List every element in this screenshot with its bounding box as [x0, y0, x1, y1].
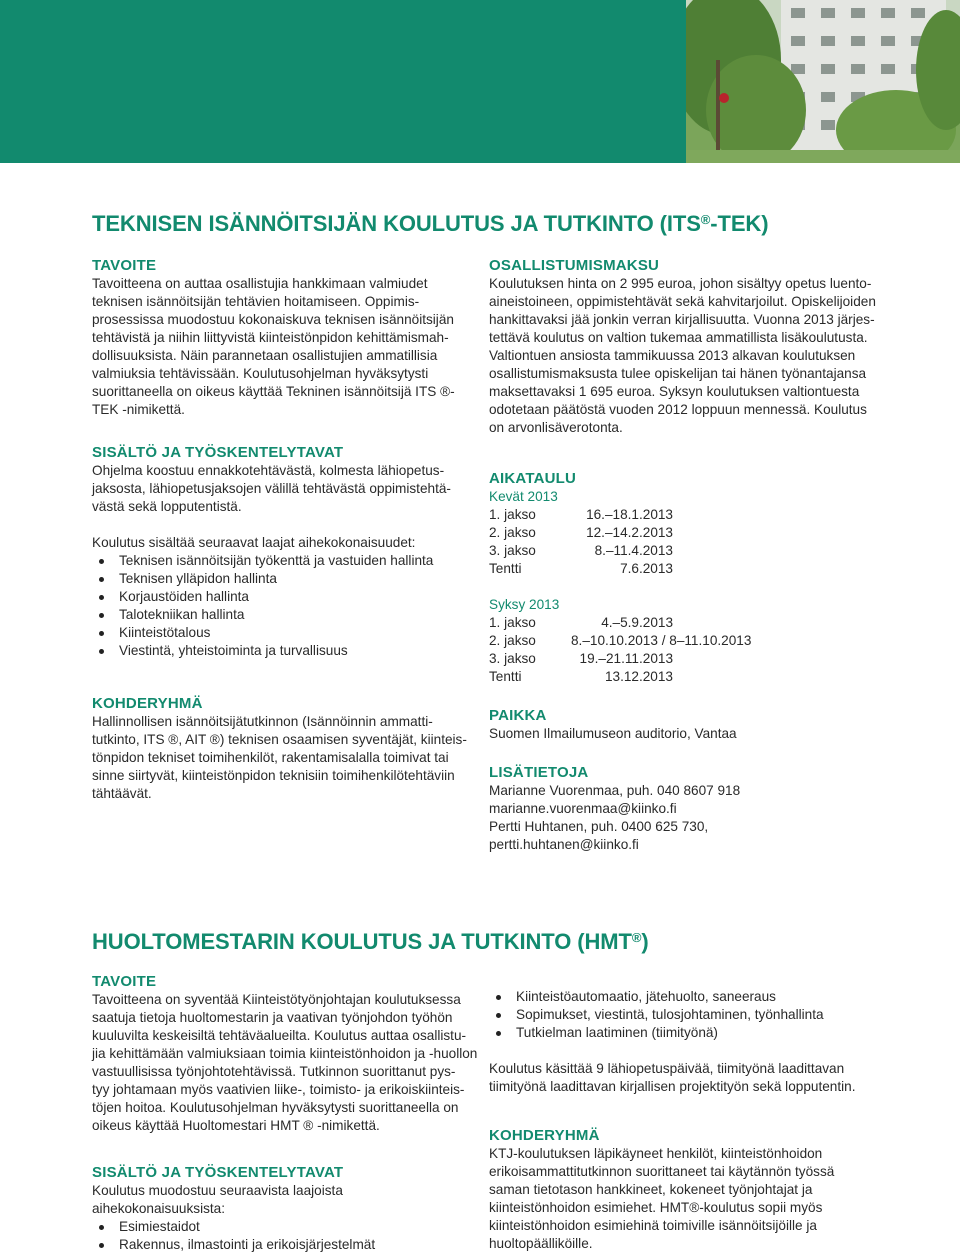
its-maksu-heading: OSALLISTUMISMAKSU: [489, 257, 660, 274]
hmt-kohderyhma-heading: KOHDERYHMÄ: [489, 1127, 600, 1144]
schedule-row: 1. jakso 4.–5.9.2013: [489, 615, 673, 630]
its-left-column: [92, 256, 492, 803]
schedule-row: Tentti 7.6.2013: [489, 561, 673, 576]
kevat-label: Kevät 2013: [489, 489, 558, 504]
hmt-tavoite-text: Tavoitteena on syventää Kiinteistötyönjohtajan koulutuksessa saatuja tietoja huoltomestarin ja vaativan työnjohdon työhön kuuluvilta keskeisiltä tehtäväalueilta. Koulutus auttaa osallistu- jia kehittämään valmiuksiaan toimia kiinteistönhoidon ja -huollon vastuullisissa työnjohtotehtävissä. Tutkinnon suorittanut pys- tyy johtamaan myös vaativien liike-, toimisto- ja erikoiskiinteis- töjen hoitoa. Koulutusohjelman hyväksytysti suorittaneella on oikeus käyttää Huoltomestari HMT ® -nimikettä.: [92, 992, 478, 1133]
hmt-right-column: [489, 988, 889, 1253]
contact-line: Pertti Huhtanen, puh. 0400 625 730,: [489, 819, 709, 834]
contact-email[interactable]: pertti.huhtanen@kiinko.fi: [489, 837, 639, 852]
schedule-row: 3. jakso 19.–21.11.2013: [489, 651, 673, 666]
list-item: Esimiestaidot: [92, 1218, 492, 1236]
list-item: Korjaustöiden hallinta: [92, 588, 492, 606]
list-item: Teknisen ylläpidon hallinta: [92, 570, 492, 588]
hmt-sisalto-heading: SISÄLTÖ JA TYÖSKENTELYTAVAT: [92, 1164, 344, 1181]
list-item: Kiinteistöautomaatio, jätehuolto, saneeraus: [489, 988, 889, 1006]
hmt-tavoite-heading: TAVOITE: [92, 973, 157, 990]
its-sisalto-heading: SISÄLTÖ JA TYÖSKENTELYTAVAT: [92, 444, 344, 461]
its-right-column: [489, 256, 889, 854]
list-item: Tutkielman laatiminen (tiimityönä): [489, 1024, 889, 1042]
list-item: Rakennus, ilmastointi ja erikoisjärjestelmät: [92, 1236, 492, 1254]
list-item: Talotekniikan hallinta: [92, 606, 492, 624]
its-lisatietoja-heading: LISÄTIETOJA: [489, 764, 589, 781]
syksy-label: Syksy 2013: [489, 597, 560, 612]
hmt-left-column: [92, 972, 492, 1254]
schedule-row: 3. jakso 8.–11.4.2013: [489, 543, 673, 558]
its-aikataulu-heading: AIKATAULU: [489, 470, 577, 487]
its-maksu-text: Koulutuksen hinta on 2 995 euroa, johon sisältyy opetus luento- aineistoineen, oppimistehtävät sekä kahvitarjoilut. Opiskelijoiden hankittavaksi jää jonkin verran kirjallisuutta. Vuonna 2013 järjes- tettävä koulutus on valtion tukemaa ammatillista lisäkoulutusta. Valtiontuen ansiosta tammikuussa 2013 alkavan koulutuksen osallistumismaksusta tulee opiskelijan tai hänen työnantajansa maksettavaksi 1 695 euroa. Syksyn koulutuksen valtiontuesta odotetaan päätöstä vuoden 2012 loppuun mennessä. Koulutus on arvonlisäverotonta.: [489, 276, 876, 435]
contact-email[interactable]: marianne.vuorenmaa@kiinko.fi: [489, 801, 677, 816]
hmt-kohderyhma-text: KTJ-koulutuksen läpikäyneet henkilöt, kiinteistönhoidon erikoisammattitutkinnon suorittaneet tai käytännön työssä saman tietotason hankkineet, kokeneet työnjohtajat ja kiinteistönhoidon esimiehet. HMT®-koulutus sopii myös kiinteistönhoidon esimiehinä toimiville isännöitsijöille ja huoltopäälliköille.: [489, 1146, 835, 1251]
its-tavoite-text: Tavoitteena on auttaa osallistujia hankkimaan valmiudet teknisen isännöitsijän tehtävien hoitamiseen. Oppimis- prosessissa muodostuu kokonaiskuva teknisen isännöitsijän tehtävistä ja niihin liittyvistä kiinteistönpidon kehittämismah- dollisuuksista. Näin parannetaan osallistujien ammatillisia valmiuksia tehtävissään. Koulutusohjelman hyväksytysti suorittaneella on oikeus käyttää Tekninen isännöitsijä ITS ®- TEK -nimikettä.: [92, 276, 455, 417]
hmt-sisalto-list: [92, 1218, 492, 1254]
hmt-sisalto-text: Koulutus muodostuu seuraavista laajoista aihekokonaisuuksista:: [92, 1183, 343, 1216]
its-aihe-list: [92, 552, 492, 660]
list-item: Viestintä, yhteistoiminta ja turvallisuus: [92, 642, 492, 660]
list-item: Teknisen isännöitsijän työkenttä ja vastuiden hallinta: [92, 552, 492, 570]
hmt-right-text: Koulutus käsittää 9 lähiopetuspäivää, tiimityönä laadittavan tiimityönä laadittavan kirjallisen projektityön sekä lopputentin.: [489, 1061, 856, 1094]
contact-line: Marianne Vuorenmaa, puh. 040 8607 918: [489, 783, 741, 798]
schedule-row: 1. jakso 16.–18.1.2013: [489, 507, 673, 522]
its-kohderyhma-text: Hallinnollisen isännöitsijätutkinnon (Isännöinnin ammatti- tutkinto, ITS ®, AIT ®) teknisen osaamisen syventäjät, kiinteis- tönpidon tekniset toimihenkilöt, rakentamisalalla toimivat tai sinne siirtyvät, kiinteistönpidon teknisiin toimihenkilötehtäviin tähtäävät.: [92, 714, 467, 801]
its-kohderyhma-heading: KOHDERYHMÄ: [92, 695, 203, 712]
list-item: Sopimukset, viestintä, tulosjohtaminen, työnhallinta: [489, 1006, 889, 1024]
its-paikka-text: Suomen Ilmailumuseon auditorio, Vantaa: [489, 726, 737, 741]
its-sisalto-text: Ohjelma koostuu ennakkotehtävästä, kolmesta lähiopetus- jaksosta, lähiopetusjaksojen välillä tehtävästä oppimistehtä- västä sekä lopputentistä.: [92, 463, 451, 514]
its-paikka-heading: PAIKKA: [489, 707, 547, 724]
hmt-title: HUOLTOMESTARIN KOULUTUS JA TUTKINTO (HMT®): [92, 929, 649, 954]
schedule-row: Tentti 13.12.2013: [489, 669, 673, 684]
schedule-row: 2. jakso 8.–10.10.2013 / 8–11.10.2013: [489, 633, 752, 648]
its-aihe-intro: Koulutus sisältää seuraavat laajat aihekokonaisuudet:: [92, 535, 416, 550]
its-title: TEKNISEN ISÄNNÖITSIJÄN KOULUTUS JA TUTKINTO (ITS®-TEK): [92, 211, 769, 236]
hmt-right-list: [489, 988, 889, 1042]
building-photo: [686, 0, 960, 163]
schedule-row: 2. jakso 12.–14.2.2013: [489, 525, 673, 540]
list-item: Kiinteistötalous: [92, 624, 492, 642]
its-tavoite-heading: TAVOITE: [92, 257, 157, 274]
